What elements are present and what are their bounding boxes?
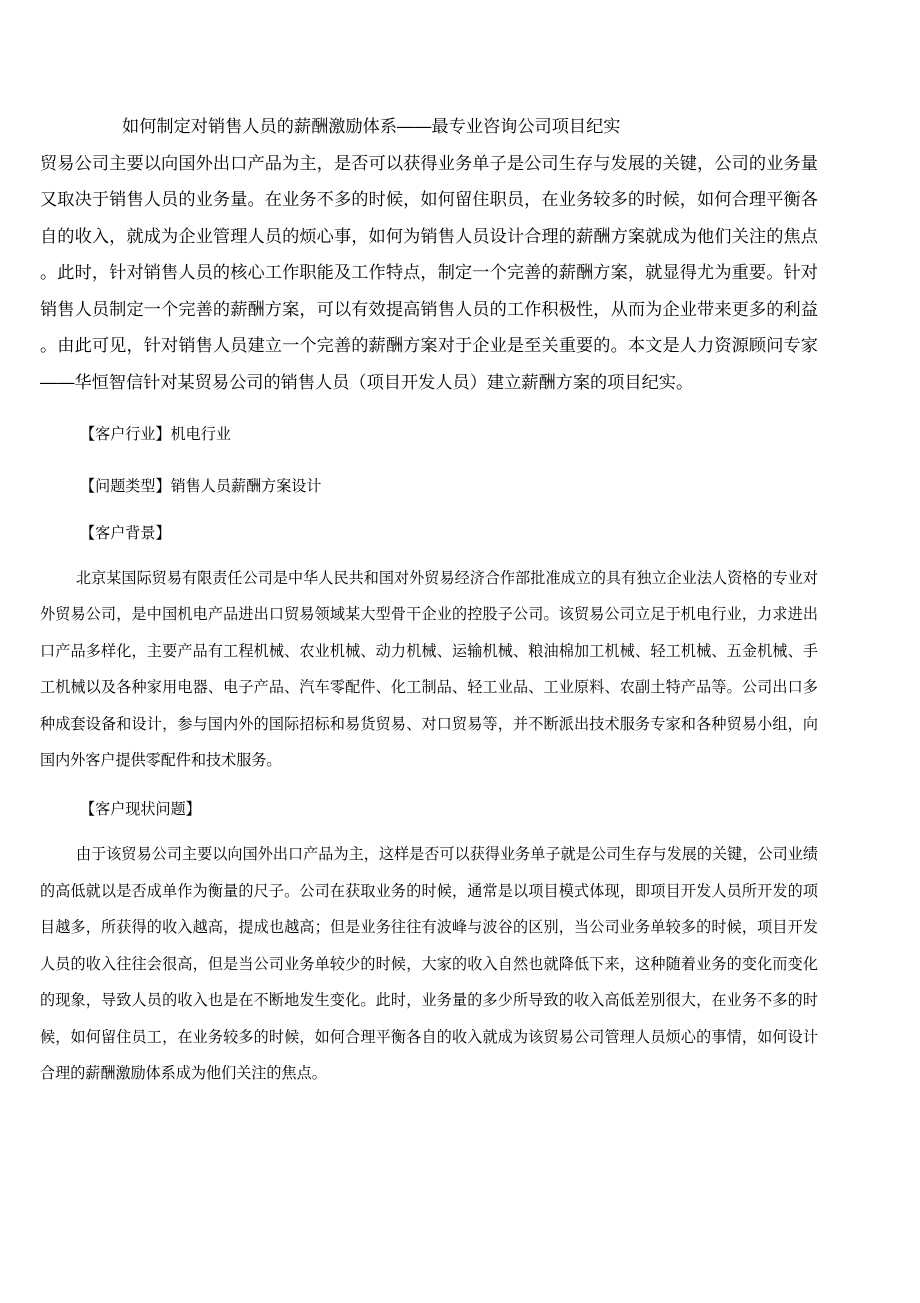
document-title: 如何制定对销售人员的薪酬激励体系——最专业咨询公司项目纪实 — [122, 116, 621, 136]
client-industry-heading: 【客户行业】机电行业 — [80, 426, 231, 443]
client-problem-paragraph: 由于该贸易公司主要以向国外出口产品为主，这样是否可以获得业务单子就是公司生存与发展的关键，公司业绩的高低就以是否成单作为衡量的尺子。公司在获取业务的时候，通常是以项目模式体现，即项目开发人员所开发的项目越多，所获得的收入越高，提成也越高；但是业务往往有波峰与波谷的区别，当公司业务单较多的时候，项目开发人员的收入往往会很高，但是当公司业务单较少的时候，大家的收入自然也就降低下来，这种随着业务的变化而变化的现象，导致人员的收入也是在不断地发生变化。此时，业务量的多少所导致的收入高低差别很大，在业务不多的时候，如何留住员工，在业务较多的时候，如何合理平衡各自的收入就成为该贸易公司管理人员烦心的事情，如何设计合理的薪酬激励体系成为他们关注的焦点。 — [40, 846, 818, 1082]
client-background-paragraph: 北京某国际贸易有限责任公司是中华人民共和国对外贸易经济合作部批准成立的具有独立企业法人资格的专业对外贸易公司，是中国机电产品进出口贸易领域某大型骨干企业的控股子公司。该贸易公司立足于机电行业，力求进出口产品多样化，主要产品有工程机械、农业机械、动力机械、运输机械、粮油棉加工机械、轻工机械、五金机械、手工机械以及各种家用电器、电子产品、汽车零配件、化工制品、轻工业品、工业原料、农副土特产品等。公司出口多种成套设备和设计，参与国内外的国际招标和易货贸易、对口贸易等，并不断派出技术服务专家和各种贸易小组，向国内外客户提供零配件和技术服务。 — [40, 569, 818, 769]
client-background-heading: 【客户背景】 — [80, 525, 171, 542]
client-problem-heading: 【客户现状问题】 — [80, 800, 201, 818]
intro-paragraph: 贸易公司主要以向国外出口产品为主，是否可以获得业务单子是公司生存与发展的关键，公司的业务量又取决于销售人员的业务量。在业务不多的时候，如何留住职员，在业务较多的时候，如何合理平衡各自的收入，就成为企业管理人员的烦心事，如何为销售人员设计合理的薪酬方案就成为他们关注的焦点。此时，针对销售人员的核心工作职能及工作特点，制定一个完善的薪酬方案，就显得尤为重要。针对销售人员制定一个完善的薪酬方案，可以有效提高销售人员的工作积极性，从而为企业带来更多的利益。由此可见，针对销售人员建立一个完善的薪酬方案对于企业是至关重要的。本文是人力资源顾问专家——华恒智信针对某贸易公司的销售人员（项目开发人员）建立薪酬方案的项目纪实。 — [40, 152, 818, 392]
problem-type-heading: 【问题类型】销售人员薪酬方案设计 — [80, 477, 322, 495]
